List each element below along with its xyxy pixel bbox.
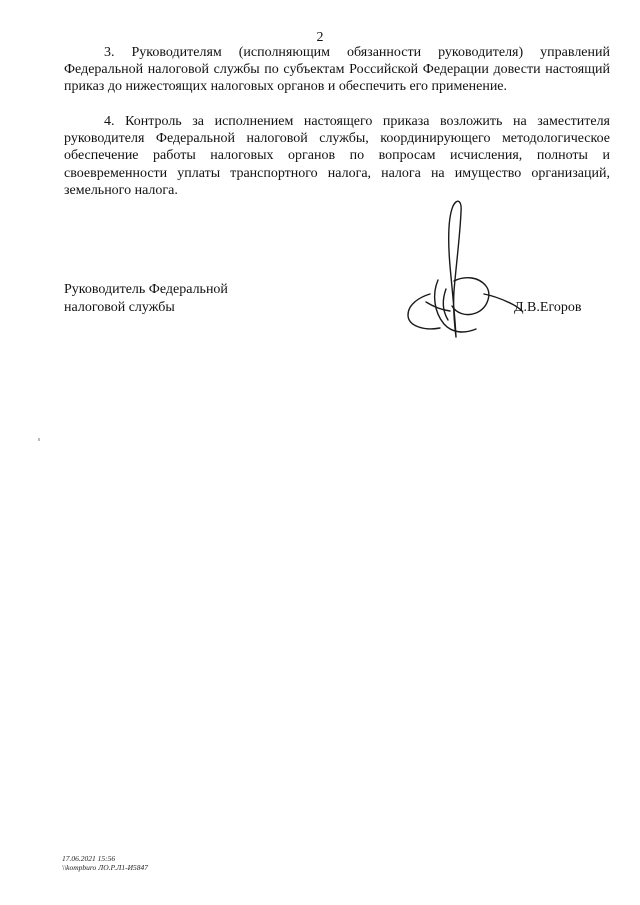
document-footer — [62, 854, 148, 872]
page-number: 2 — [316, 30, 324, 45]
signer-title-line-2: налоговой службы — [64, 300, 175, 315]
scan-artifact — [38, 438, 40, 441]
signer-name: Д.В.Егоров — [514, 300, 582, 315]
footer-timestamp: 17.06.2021 15:56 — [62, 854, 116, 863]
signer-title-line-1: Руководитель Федеральной — [64, 282, 228, 297]
paragraph-4: 4. Контроль за исполнением настоящего приказа возложить на заместителя руководителя Федеральной налоговой службы, координирующего методологическое обеспечение работы налоговых органов по вопросам исчисления, полноты и своевременности уплаты транспортного налога, налога на имущество организаций, земельного налога. — [64, 114, 610, 198]
handwritten-signature — [398, 196, 528, 344]
paragraph-3: 3. Руководителям (исполняющим обязанности руководителя) управлений Федеральной налоговой службы по субъектам Российской Федерации довести настоящий приказ до нижестоящих налоговых органов и обеспечить его применение. — [64, 45, 610, 95]
footer-document-ref: \\kompburo ЛО.Р.Л1-И5847 — [62, 863, 148, 872]
signer-title — [64, 281, 324, 317]
